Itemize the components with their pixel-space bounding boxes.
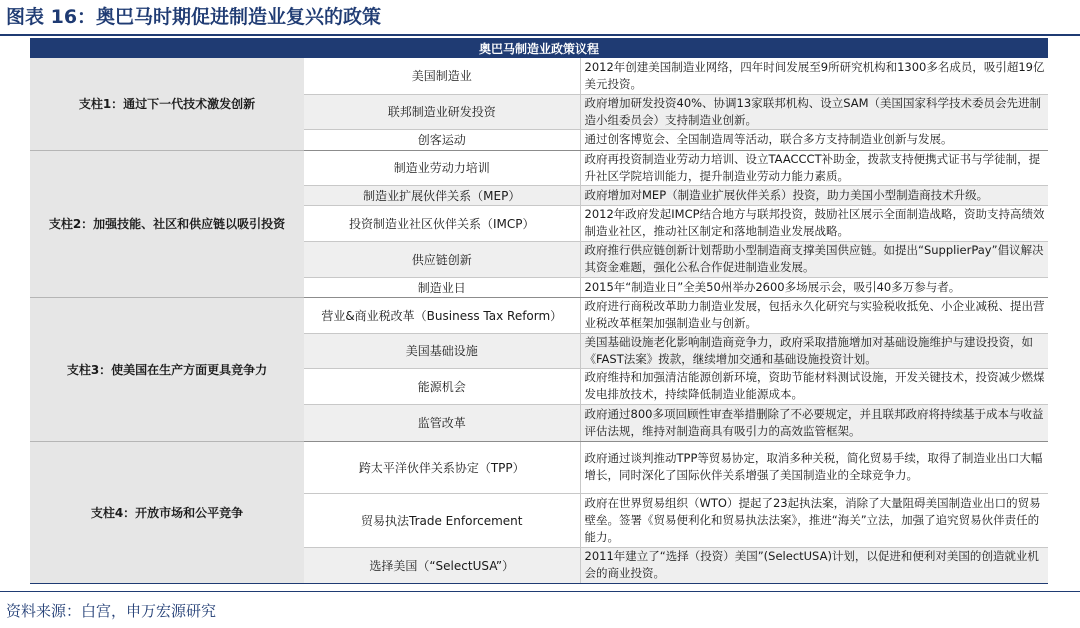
pillar-2-desc-4: 政府推行供应链创新计划帮助小型制造商支撑美国供应链。如提出“SupplierPay”倡议解决其资金难题，强化公私合作促进制造业发展。 (580, 241, 1048, 277)
pillar-2-desc-3: 2012年政府发起IMCP结合地方与联邦投资，鼓励社区展示全面制造战略，资助支持高绩效制造业社区，推动社区制定和落地制造业发展战略。 (580, 205, 1048, 241)
pillar-3-desc-1: 政府进行商税改革助力制造业发展，包括永久化研究与实验税收抵免、小企业减税、提出营业税改革框架加强制造业与创新。 (580, 297, 1048, 333)
pillar-1-item-3: 创客运动 (304, 129, 580, 150)
figure-title: 图表 16：奥巴马时期促进制造业复兴的政策 (6, 6, 382, 28)
table-header: 奥巴马制造业政策议程 (30, 38, 1048, 58)
pillar-1-item-1: 美国制造业 (304, 58, 580, 94)
pillar-2-item-4: 供应链创新 (304, 241, 580, 277)
pillar-3-desc-4: 政府通过800多项回顾性审查举措删除了不必要规定，并且联邦政府将持续基于成本与收益评估法规，维持对制造商具有吸引力的高效监管框架。 (580, 404, 1048, 441)
pillar-4-desc-3: 2011年建立了“选择（投资）美国”(SelectUSA)计划，以促进和便利对美国的创造就业机会的商业投资。 (580, 547, 1048, 583)
pillar-1-desc-1: 2012年创建美国制造业网络，四年时间发展至9所研究机构和1300多名成员，吸引超19亿美元投资。 (580, 58, 1048, 94)
pillar-1-desc-2: 政府增加研发投资40%、协调13家联邦机构、设立SAM（美国国家科学技术委员会先进制造小组委员会）支持制造业创新。 (580, 94, 1048, 129)
pillar-2-desc-2: 政府增加对MEP（制造业扩展伙伴关系）投资，助力美国小型制造商技术升级。 (580, 185, 1048, 205)
pillar-2-desc-5: 2015年“制造业日”全美50州举办2600多场展示会，吸引40多万参与者。 (580, 277, 1048, 297)
pillar-3-item-4: 监管改革 (304, 404, 580, 441)
pillar-2-item-2: 制造业扩展伙伴关系（MEP） (304, 185, 580, 205)
pillar-3-desc-3: 政府维持和加强清洁能源创新环境，资助节能材料测试设施，开发关键技术，投资减少燃煤发电排放技术，持续降低制造业能源成本。 (580, 368, 1048, 404)
pillar-1-label: 支柱1：通过下一代技术激发创新 (30, 58, 304, 150)
pillar-4-desc-2: 政府在世界贸易组织（WTO）提起了23起执法案，消除了大量阻碍美国制造业出口的贸易壁垒。签署《贸易便利化和贸易执法法案》，推进“海关”立法，加强了追究贸易伙伴责任的能力。 (580, 493, 1048, 547)
pillar-3-label: 支柱3：使美国在生产方面更具竞争力 (30, 297, 304, 441)
pillar-1-desc-3: 通过创客博览会、全国制造周等活动，联合多方支持制造业创新与发展。 (580, 129, 1048, 150)
pillar-3-item-1: 营业&商业税改革（Business Tax Reform） (304, 297, 580, 333)
pillar-1-item-2: 联邦制造业研发投资 (304, 94, 580, 129)
policy-table (30, 38, 1048, 584)
bottom-divider (0, 591, 1080, 592)
source-note: 资料来源：白宫，申万宏源研究 (6, 602, 217, 620)
pillar-2-item-3: 投资制造业社区伙伴关系（IMCP） (304, 205, 580, 241)
pillar-2-label: 支柱2：加强技能、社区和供应链以吸引投资 (30, 150, 304, 297)
pillar-2-item-1: 制造业劳动力培训 (304, 150, 580, 185)
pillar-2-item-5: 制造业日 (304, 277, 580, 297)
pillar-3-item-3: 能源机会 (304, 368, 580, 404)
pillar-3-item-2: 美国基础设施 (304, 333, 580, 368)
pillar-4-item-1: 跨太平洋伙伴关系协定（TPP） (304, 441, 580, 493)
pillar-3-desc-2: 美国基础设施老化影响制造商竞争力，政府采取措施增加对基础设施维护与建设投资，如《FAST法案》拨款，继续增加交通和基础设施投资计划。 (580, 333, 1048, 368)
pillar-4-label: 支柱4：开放市场和公平竞争 (30, 441, 304, 583)
pillar-4-item-3: 选择美国（“SelectUSA”） (304, 547, 580, 583)
pillar-2-desc-1: 政府再投资制造业劳动力培训、设立TAACCCT补助金，拨款支持便携式证书与学徒制，提升社区学院培训能力，提升制造业劳动力能力素质。 (580, 150, 1048, 185)
pillar-4-item-2: 贸易执法Trade Enforcement (304, 493, 580, 547)
title-divider (0, 34, 1080, 36)
pillar-4-desc-1: 政府通过谈判推动TPP等贸易协定，取消多种关税，简化贸易手续，取得了制造业出口大幅增长，同时深化了国际伙伴关系增强了美国制造业的全球竞争力。 (580, 441, 1048, 493)
